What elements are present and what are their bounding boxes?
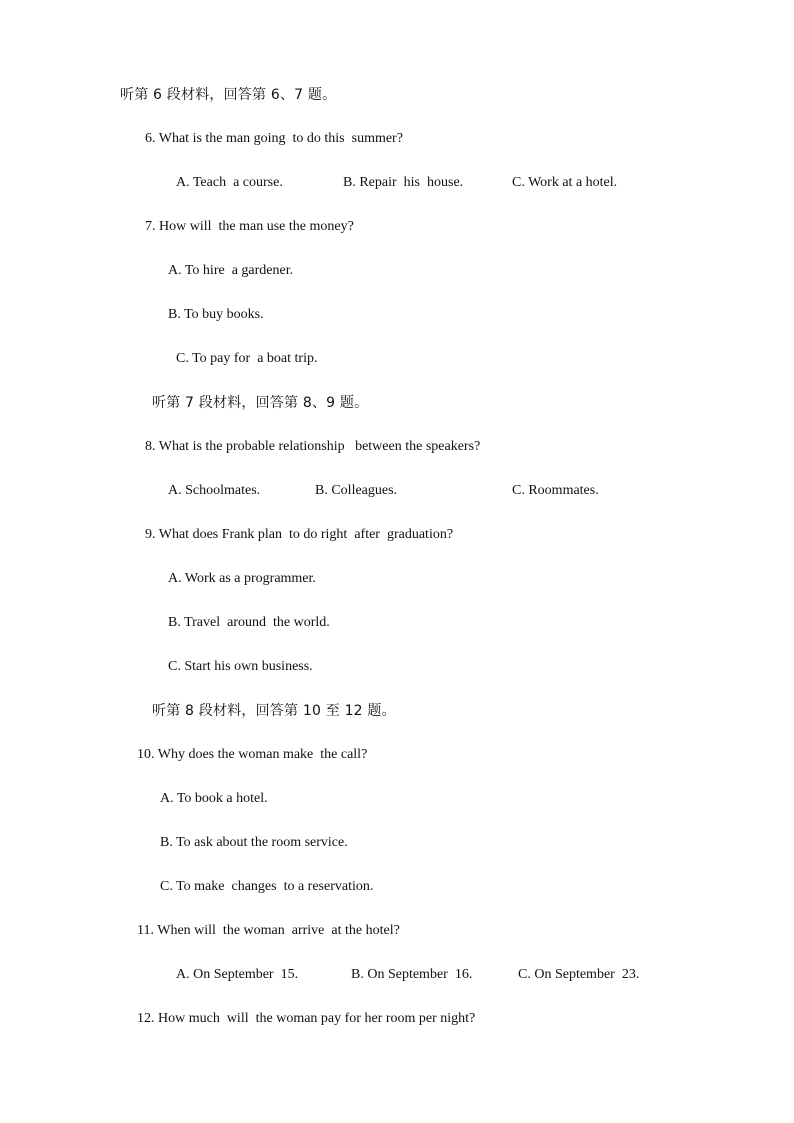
section-heading: 听第 7 段材料，回答第 8、9 题。: [152, 395, 369, 411]
question-11-options: [0, 966, 794, 984]
option-a: A. Work as a programmer.: [168, 571, 316, 586]
option-b: B. To ask about the room service.: [160, 835, 348, 850]
question-8-options: [0, 482, 794, 500]
option-b: B. Travel around the world.: [168, 615, 330, 630]
option-c: C. Roommates.: [512, 483, 599, 498]
option-a: A. Teach a course.: [176, 175, 283, 190]
option-b: B. Repair his house.: [343, 175, 464, 190]
question-6: 6. What is the man going to do this summer?: [145, 131, 403, 146]
question-12: 12. How much will the woman pay for her room per night?: [137, 1011, 476, 1026]
question-7: 7. How will the man use the money?: [145, 219, 354, 234]
option-a: A. On September 15.: [176, 967, 299, 982]
option-c: C. Work at a hotel.: [512, 175, 618, 190]
option-b: B. On September 16.: [351, 967, 473, 982]
question-9: 9. What does Frank plan to do right after graduation?: [145, 527, 454, 542]
question-10: 10. Why does the woman make the call?: [137, 747, 368, 762]
option-b: B. Colleagues.: [315, 483, 398, 498]
question-8: 8. What is the probable relationship between the speakers?: [145, 439, 481, 454]
option-c: C. To pay for a boat trip.: [176, 351, 318, 366]
option-c: C. Start his own business.: [168, 659, 313, 674]
question-11: 11. When will the woman arrive at the hotel?: [137, 923, 400, 938]
option-c: C. On September 23.: [518, 967, 640, 982]
section-heading: 听第 8 段材料，回答第 10 至 12 题。: [152, 703, 396, 719]
option-b: B. To buy books.: [168, 307, 264, 322]
question-6-options: [0, 174, 794, 192]
section-heading: 听第 6 段材料，回答第 6、7 题。: [120, 87, 337, 103]
option-c: C. To make changes to a reservation.: [160, 879, 374, 894]
option-a: A. To book a hotel.: [160, 791, 268, 806]
option-a: A. Schoolmates.: [168, 483, 261, 498]
option-a: A. To hire a gardener.: [168, 263, 294, 278]
